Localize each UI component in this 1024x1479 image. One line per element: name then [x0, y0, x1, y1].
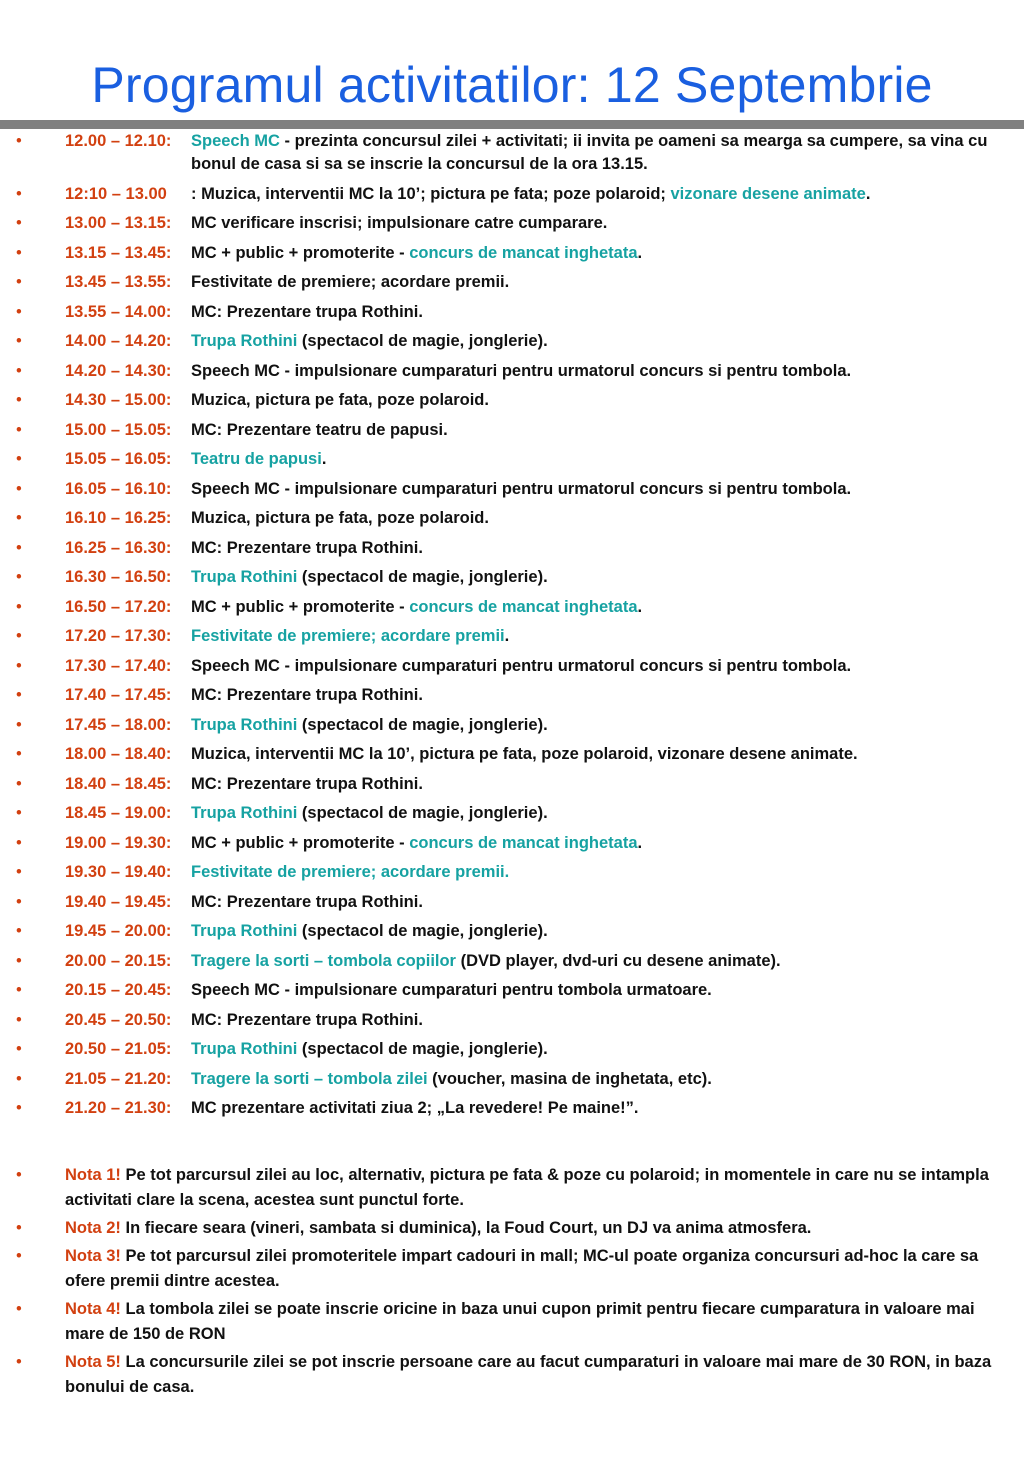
schedule-item [0, 212, 1024, 235]
note-text: Pe tot parcursul zilei au loc, alternativ, pictura pe fata & poze cu polaroid; in momentele in care nu se intampla activitati clare la scena, acestea sunt punctul forte. [65, 1166, 989, 1209]
schedule-item [0, 596, 1024, 619]
schedule-item [0, 330, 1024, 353]
note-item [0, 1244, 1024, 1294]
schedule-item [0, 478, 1024, 501]
bullet-icon: • [16, 745, 22, 763]
schedule-item [0, 832, 1024, 855]
bullet-icon: • [16, 1353, 22, 1371]
schedule-highlight: concurs de mancat inghetata [409, 597, 638, 616]
note-label: Nota 4! [65, 1300, 121, 1318]
schedule-text: . [321, 450, 327, 468]
schedule-time: 17.45 – 18.00: [65, 715, 172, 734]
schedule-highlight: Trupa Rothini [191, 568, 298, 586]
schedule-time: 17.40 – 17.45: [65, 686, 172, 704]
schedule-item [0, 743, 1024, 766]
schedule-item [0, 448, 1024, 471]
note-item [0, 1350, 1024, 1400]
note-label: Nota 5! [65, 1353, 121, 1371]
schedule-text: MC + public + promoterite - [191, 833, 410, 852]
bullet-icon: • [16, 892, 22, 911]
schedule-text: Speech MC - impulsionare cumparaturi pentru tombola urmatoare. [191, 981, 712, 999]
schedule-time: 16.25 – 16.30: [65, 538, 172, 557]
bullet-icon: • [16, 302, 22, 321]
schedule-text: MC: Prezentare trupa Rothini. [191, 686, 423, 704]
schedule-time: 16.10 – 16.25: [65, 509, 172, 527]
schedule-text: MC: Prezentare teatru de papusi. [191, 420, 448, 439]
schedule-item [0, 242, 1024, 265]
schedule-highlight: Speech MC [191, 132, 280, 150]
schedule-time: 17.20 – 17.30: [65, 627, 172, 645]
schedule-item [0, 389, 1024, 412]
note-label: Nota 3! [65, 1247, 121, 1265]
bullet-icon: • [16, 981, 22, 999]
bullet-icon: • [16, 568, 22, 586]
bullet-icon: • [16, 1247, 22, 1265]
schedule-item [0, 920, 1024, 943]
note-text: Pe tot parcursul zilei promoteritele impart cadouri in mall; MC-ul poate organiza concursuri ad-hoc la care sa ofere premii dintre acestea. [65, 1247, 979, 1290]
schedule-item [0, 861, 1024, 884]
schedule-highlight: concurs de mancat inghetata [409, 833, 638, 852]
schedule-item [0, 950, 1024, 973]
schedule-text: . [637, 597, 643, 616]
schedule-item [0, 537, 1024, 560]
schedule-time: 16.30 – 16.50: [65, 568, 172, 586]
schedule-time: 14.00 – 14.20: [65, 332, 172, 350]
schedule-text: MC: Prezentare trupa Rothini. [191, 892, 423, 911]
schedule-time: 17.30 – 17.40: [65, 656, 172, 675]
note-text: La tombola zilei se poate inscrie oricine in baza unui cupon primit pentru fiecare cumparatura in valoare mai mare de 150 de RON [65, 1300, 975, 1343]
schedule-item [0, 655, 1024, 678]
schedule-text: Speech MC - impulsionare cumparaturi pentru urmatorul concurs si pentru tombola. [191, 361, 852, 380]
schedule-item [0, 891, 1024, 914]
bullet-icon: • [16, 597, 22, 616]
title-divider [0, 120, 1024, 129]
schedule-time: 19.00 – 19.30: [65, 833, 172, 852]
schedule-highlight: Teatru de papusi [191, 450, 322, 468]
schedule-highlight: Trupa Rothini [191, 804, 298, 822]
schedule-time: 13.45 – 13.55: [65, 273, 172, 291]
bullet-icon: • [16, 391, 22, 409]
schedule-time: 21.05 – 21.20: [65, 1069, 172, 1088]
schedule-text: MC: Prezentare trupa Rothini. [191, 302, 423, 321]
schedule-time: 18.40 – 18.45: [65, 774, 172, 793]
schedule-text: Festivitate de premiere; acordare premii. [191, 273, 510, 291]
schedule-time: 19.40 – 19.45: [65, 892, 172, 911]
schedule-text: Speech MC - impulsionare cumparaturi pentru urmatorul concurs si pentru tombola. [191, 656, 852, 675]
note-label: Nota 2! [65, 1219, 121, 1237]
schedule-item [0, 1068, 1024, 1091]
page-title: Programul activitatilor: 12 Septembrie [91, 56, 933, 113]
bullet-icon: • [16, 214, 22, 232]
schedule-text: (spectacol de magie, jonglerie). [297, 1040, 548, 1058]
note-label: Nota 1! [65, 1166, 121, 1184]
schedule-time: 19.45 – 20.00: [65, 922, 172, 940]
schedule-text: Muzica, pictura pe fata, poze polaroid. [191, 509, 489, 527]
bullet-icon: • [16, 509, 22, 527]
schedule-time: 20.45 – 20.50: [65, 1010, 172, 1029]
schedule-text: (spectacol de magie, jonglerie). [297, 715, 548, 734]
bullet-icon: • [16, 1040, 22, 1058]
schedule-text: Muzica, interventii MC la 10’, pictura pe fata, poze polaroid, vizonare desene animate. [191, 745, 858, 763]
schedule-item [0, 566, 1024, 589]
schedule-text: MC: Prezentare trupa Rothini. [191, 774, 423, 793]
schedule-time: 13.55 – 14.00: [65, 302, 172, 321]
schedule-time: 19.30 – 19.40: [65, 863, 172, 881]
schedule-text: Speech MC - impulsionare cumparaturi pentru urmatorul concurs si pentru tombola. [191, 479, 852, 498]
schedule-highlight: Festivitate de premiere; acordare premii. [191, 863, 510, 881]
schedule-highlight: Tragere la sorti – tombola zilei [191, 1069, 428, 1088]
schedule-highlight: Trupa Rothini [191, 332, 298, 350]
schedule-time: 14.20 – 14.30: [65, 361, 172, 380]
bullet-icon: • [16, 1219, 22, 1237]
notes-list [0, 1163, 1024, 1403]
note-text: La concursurile zilei se pot inscrie persoane care au facut cumparaturi in valoare mai mare de 30 RON, in baza bonului de casa. [65, 1353, 992, 1396]
schedule-item [0, 684, 1024, 707]
schedule-time: 12:10 – 13.00 [65, 184, 167, 203]
schedule-highlight: Tragere la sorti – tombola copiilor [191, 951, 456, 970]
schedule-item [0, 271, 1024, 294]
schedule-time: 20.00 – 20.15: [65, 951, 172, 970]
bullet-icon: • [16, 1069, 22, 1088]
schedule-item [0, 419, 1024, 442]
bullet-icon: • [16, 951, 22, 970]
schedule-text: Muzica, pictura pe fata, poze polaroid. [191, 391, 489, 409]
bullet-icon: • [16, 656, 22, 675]
schedule-text: MC + public + promoterite - [191, 597, 410, 616]
bullet-icon: • [16, 273, 22, 291]
bullet-icon: • [16, 715, 22, 734]
bullet-icon: • [16, 774, 22, 793]
schedule-item [0, 979, 1024, 1002]
schedule-text: (DVD player, dvd-uri cu desene animate). [455, 951, 781, 970]
schedule-time: 13.00 – 13.15: [65, 214, 172, 232]
schedule-text: MC + public + promoterite - [191, 243, 410, 262]
schedule-time: 14.30 – 15.00: [65, 391, 172, 409]
schedule-time: 21.20 – 21.30: [65, 1099, 172, 1117]
schedule-item [0, 773, 1024, 796]
schedule-time: 18.00 – 18.40: [65, 745, 172, 763]
schedule-text: (spectacol de magie, jonglerie). [297, 568, 548, 586]
schedule-item [0, 130, 1024, 176]
schedule-time: 20.15 – 20.45: [65, 981, 172, 999]
schedule-text: - prezinta concursul zilei + activitati; ii invita pe oameni sa mearga sa cumpere, sa vina cu bonul de casa si sa se inscrie la concursul de la ora 13.15. [191, 132, 988, 173]
bullet-icon: • [16, 922, 22, 940]
note-item [0, 1163, 1024, 1213]
schedule-highlight: Trupa Rothini [191, 922, 298, 940]
note-item [0, 1216, 1024, 1241]
schedule-text: MC prezentare activitati ziua 2; „La revedere! Pe maine!”. [191, 1099, 639, 1117]
schedule-text: : Muzica, interventii MC la 10’; pictura pe fata; poze polaroid; [191, 184, 671, 203]
schedule-time: 20.50 – 21.05: [65, 1040, 172, 1058]
schedule-time: 16.05 – 16.10: [65, 479, 172, 498]
schedule-text: (spectacol de magie, jonglerie). [297, 332, 548, 350]
schedule-text: . [637, 833, 643, 852]
schedule-highlight: vizonare desene animate [670, 184, 866, 203]
schedule-list [0, 130, 1024, 1127]
schedule-highlight: Trupa Rothini [191, 1040, 298, 1058]
schedule-item [0, 301, 1024, 324]
schedule-highlight: concurs de mancat inghetata [409, 243, 638, 262]
bullet-icon: • [16, 361, 22, 380]
schedule-text: (spectacol de magie, jonglerie). [297, 922, 548, 940]
bullet-icon: • [16, 627, 22, 645]
schedule-time: 15.05 – 16.05: [65, 450, 172, 468]
schedule-time: 12.00 – 12.10: [65, 132, 172, 150]
bullet-icon: • [16, 420, 22, 439]
note-text: In fiecare seara (vineri, sambata si duminica), la Foud Court, un DJ va anima atmosfera. [120, 1219, 812, 1237]
schedule-item [0, 507, 1024, 530]
schedule-item [0, 802, 1024, 825]
schedule-time: 16.50 – 17.20: [65, 597, 172, 616]
schedule-text: MC: Prezentare trupa Rothini. [191, 538, 423, 557]
bullet-icon: • [16, 833, 22, 852]
schedule-time: 18.45 – 19.00: [65, 804, 172, 822]
bullet-icon: • [16, 863, 22, 881]
bullet-icon: • [16, 538, 22, 557]
schedule-text: MC: Prezentare trupa Rothini. [191, 1010, 423, 1029]
schedule-item [0, 714, 1024, 737]
schedule-text: . [865, 184, 871, 203]
schedule-text: MC verificare inscrisi; impulsionare catre cumparare. [191, 214, 608, 232]
schedule-item [0, 360, 1024, 383]
bullet-icon: • [16, 1166, 22, 1184]
schedule-text: (spectacol de magie, jonglerie). [297, 804, 548, 822]
bullet-icon: • [16, 132, 22, 150]
bullet-icon: • [16, 804, 22, 822]
schedule-text: (voucher, masina de inghetata, etc). [427, 1069, 712, 1088]
schedule-item [0, 1097, 1024, 1120]
schedule-highlight: Festivitate de premiere; acordare premii [191, 627, 505, 645]
bullet-icon: • [16, 332, 22, 350]
schedule-item [0, 625, 1024, 648]
schedule-text: . [637, 243, 643, 262]
bullet-icon: • [16, 1300, 22, 1318]
bullet-icon: • [16, 686, 22, 704]
note-item [0, 1297, 1024, 1347]
bullet-icon: • [16, 1099, 22, 1117]
schedule-text: . [504, 627, 510, 645]
bullet-icon: • [16, 243, 22, 262]
bullet-icon: • [16, 479, 22, 498]
schedule-highlight: Trupa Rothini [191, 715, 298, 734]
schedule-time: 15.00 – 15.05: [65, 420, 172, 439]
bullet-icon: • [16, 184, 22, 203]
schedule-item [0, 1038, 1024, 1061]
bullet-icon: • [16, 450, 22, 468]
bullet-icon: • [16, 1010, 22, 1029]
schedule-item [0, 183, 1024, 206]
schedule-item [0, 1009, 1024, 1032]
schedule-time: 13.15 – 13.45: [65, 243, 172, 262]
